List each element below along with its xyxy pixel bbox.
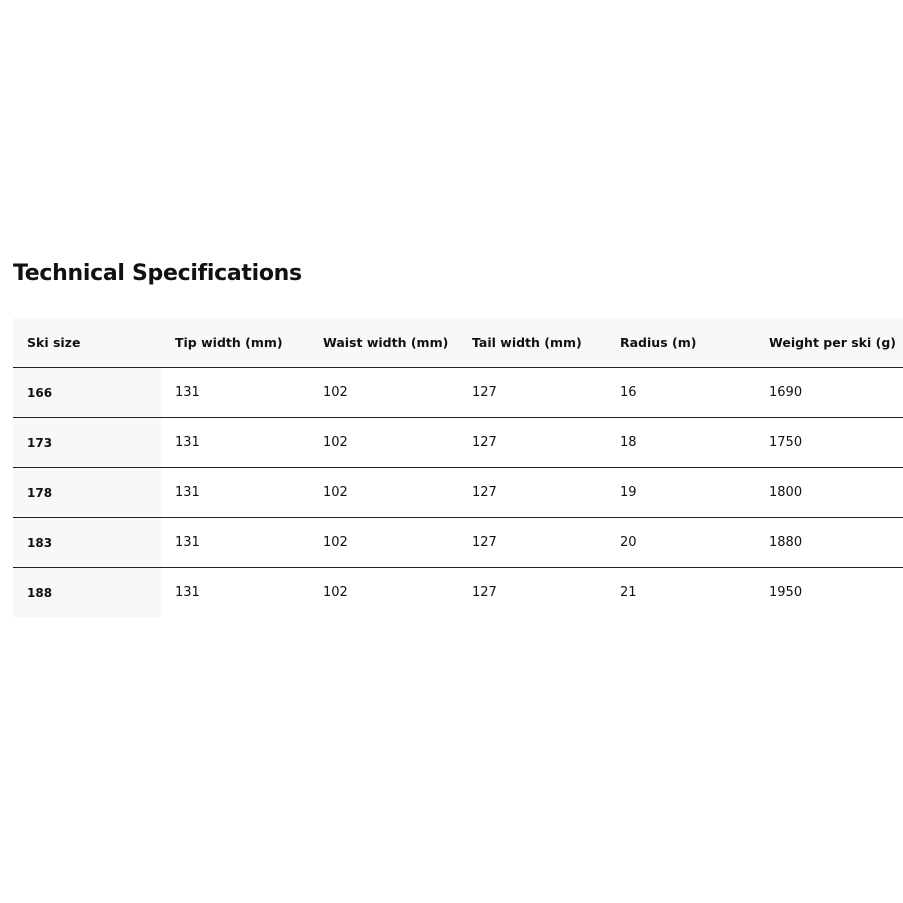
section-title: Technical Specifications xyxy=(13,261,302,286)
header-radius: Radius (m) xyxy=(606,318,755,368)
table-row xyxy=(13,368,903,418)
cell-waist-width: 102 xyxy=(309,518,458,568)
header-ski-size: Ski size xyxy=(13,318,161,368)
table-row xyxy=(13,418,903,468)
cell-waist-width: 102 xyxy=(309,418,458,468)
cell-weight: 1690 xyxy=(755,368,903,418)
cell-tip-width: 131 xyxy=(161,418,309,468)
cell-radius: 16 xyxy=(606,368,755,418)
cell-tip-width: 131 xyxy=(161,518,309,568)
table-row xyxy=(13,518,903,568)
cell-tail-width: 127 xyxy=(458,518,606,568)
cell-waist-width: 102 xyxy=(309,468,458,518)
cell-tail-width: 127 xyxy=(458,368,606,418)
cell-ski-size: 166 xyxy=(13,368,161,418)
cell-weight: 1880 xyxy=(755,518,903,568)
header-tip-width: Tip width (mm) xyxy=(161,318,309,368)
cell-radius: 21 xyxy=(620,585,637,600)
header-row xyxy=(13,318,903,368)
cell-ski-size: 173 xyxy=(13,418,161,468)
cell-ski-size: 188 xyxy=(13,568,161,618)
cell-tail-width: 127 xyxy=(472,585,497,600)
cell-weight: 1800 xyxy=(755,468,903,518)
cell-waist-width: 102 xyxy=(323,585,348,600)
cell-weight: 1950 xyxy=(769,585,803,600)
technical-specifications-section xyxy=(13,258,903,600)
cell-tip-width: 131 xyxy=(175,585,200,600)
table-header xyxy=(13,318,903,368)
cell-tip-width: 131 xyxy=(161,468,309,518)
table-row xyxy=(13,468,903,518)
cell-ski-size: 178 xyxy=(13,468,161,518)
cell-radius: 19 xyxy=(606,468,755,518)
specifications-table xyxy=(13,318,903,617)
cell-radius: 20 xyxy=(606,518,755,568)
table-row xyxy=(13,568,903,618)
header-waist-width: Waist width (mm) xyxy=(309,318,458,368)
cell-waist-width: 102 xyxy=(309,368,458,418)
cell-radius: 18 xyxy=(606,418,755,468)
cell-tail-width: 127 xyxy=(458,418,606,468)
cell-tip-width: 131 xyxy=(161,368,309,418)
header-tail-width: Tail width (mm) xyxy=(458,318,606,368)
header-weight: Weight per ski (g) xyxy=(755,318,903,368)
cell-tail-width: 127 xyxy=(458,468,606,518)
table-body xyxy=(13,368,903,618)
cell-weight: 1750 xyxy=(755,418,903,468)
cell-ski-size: 183 xyxy=(13,518,161,568)
